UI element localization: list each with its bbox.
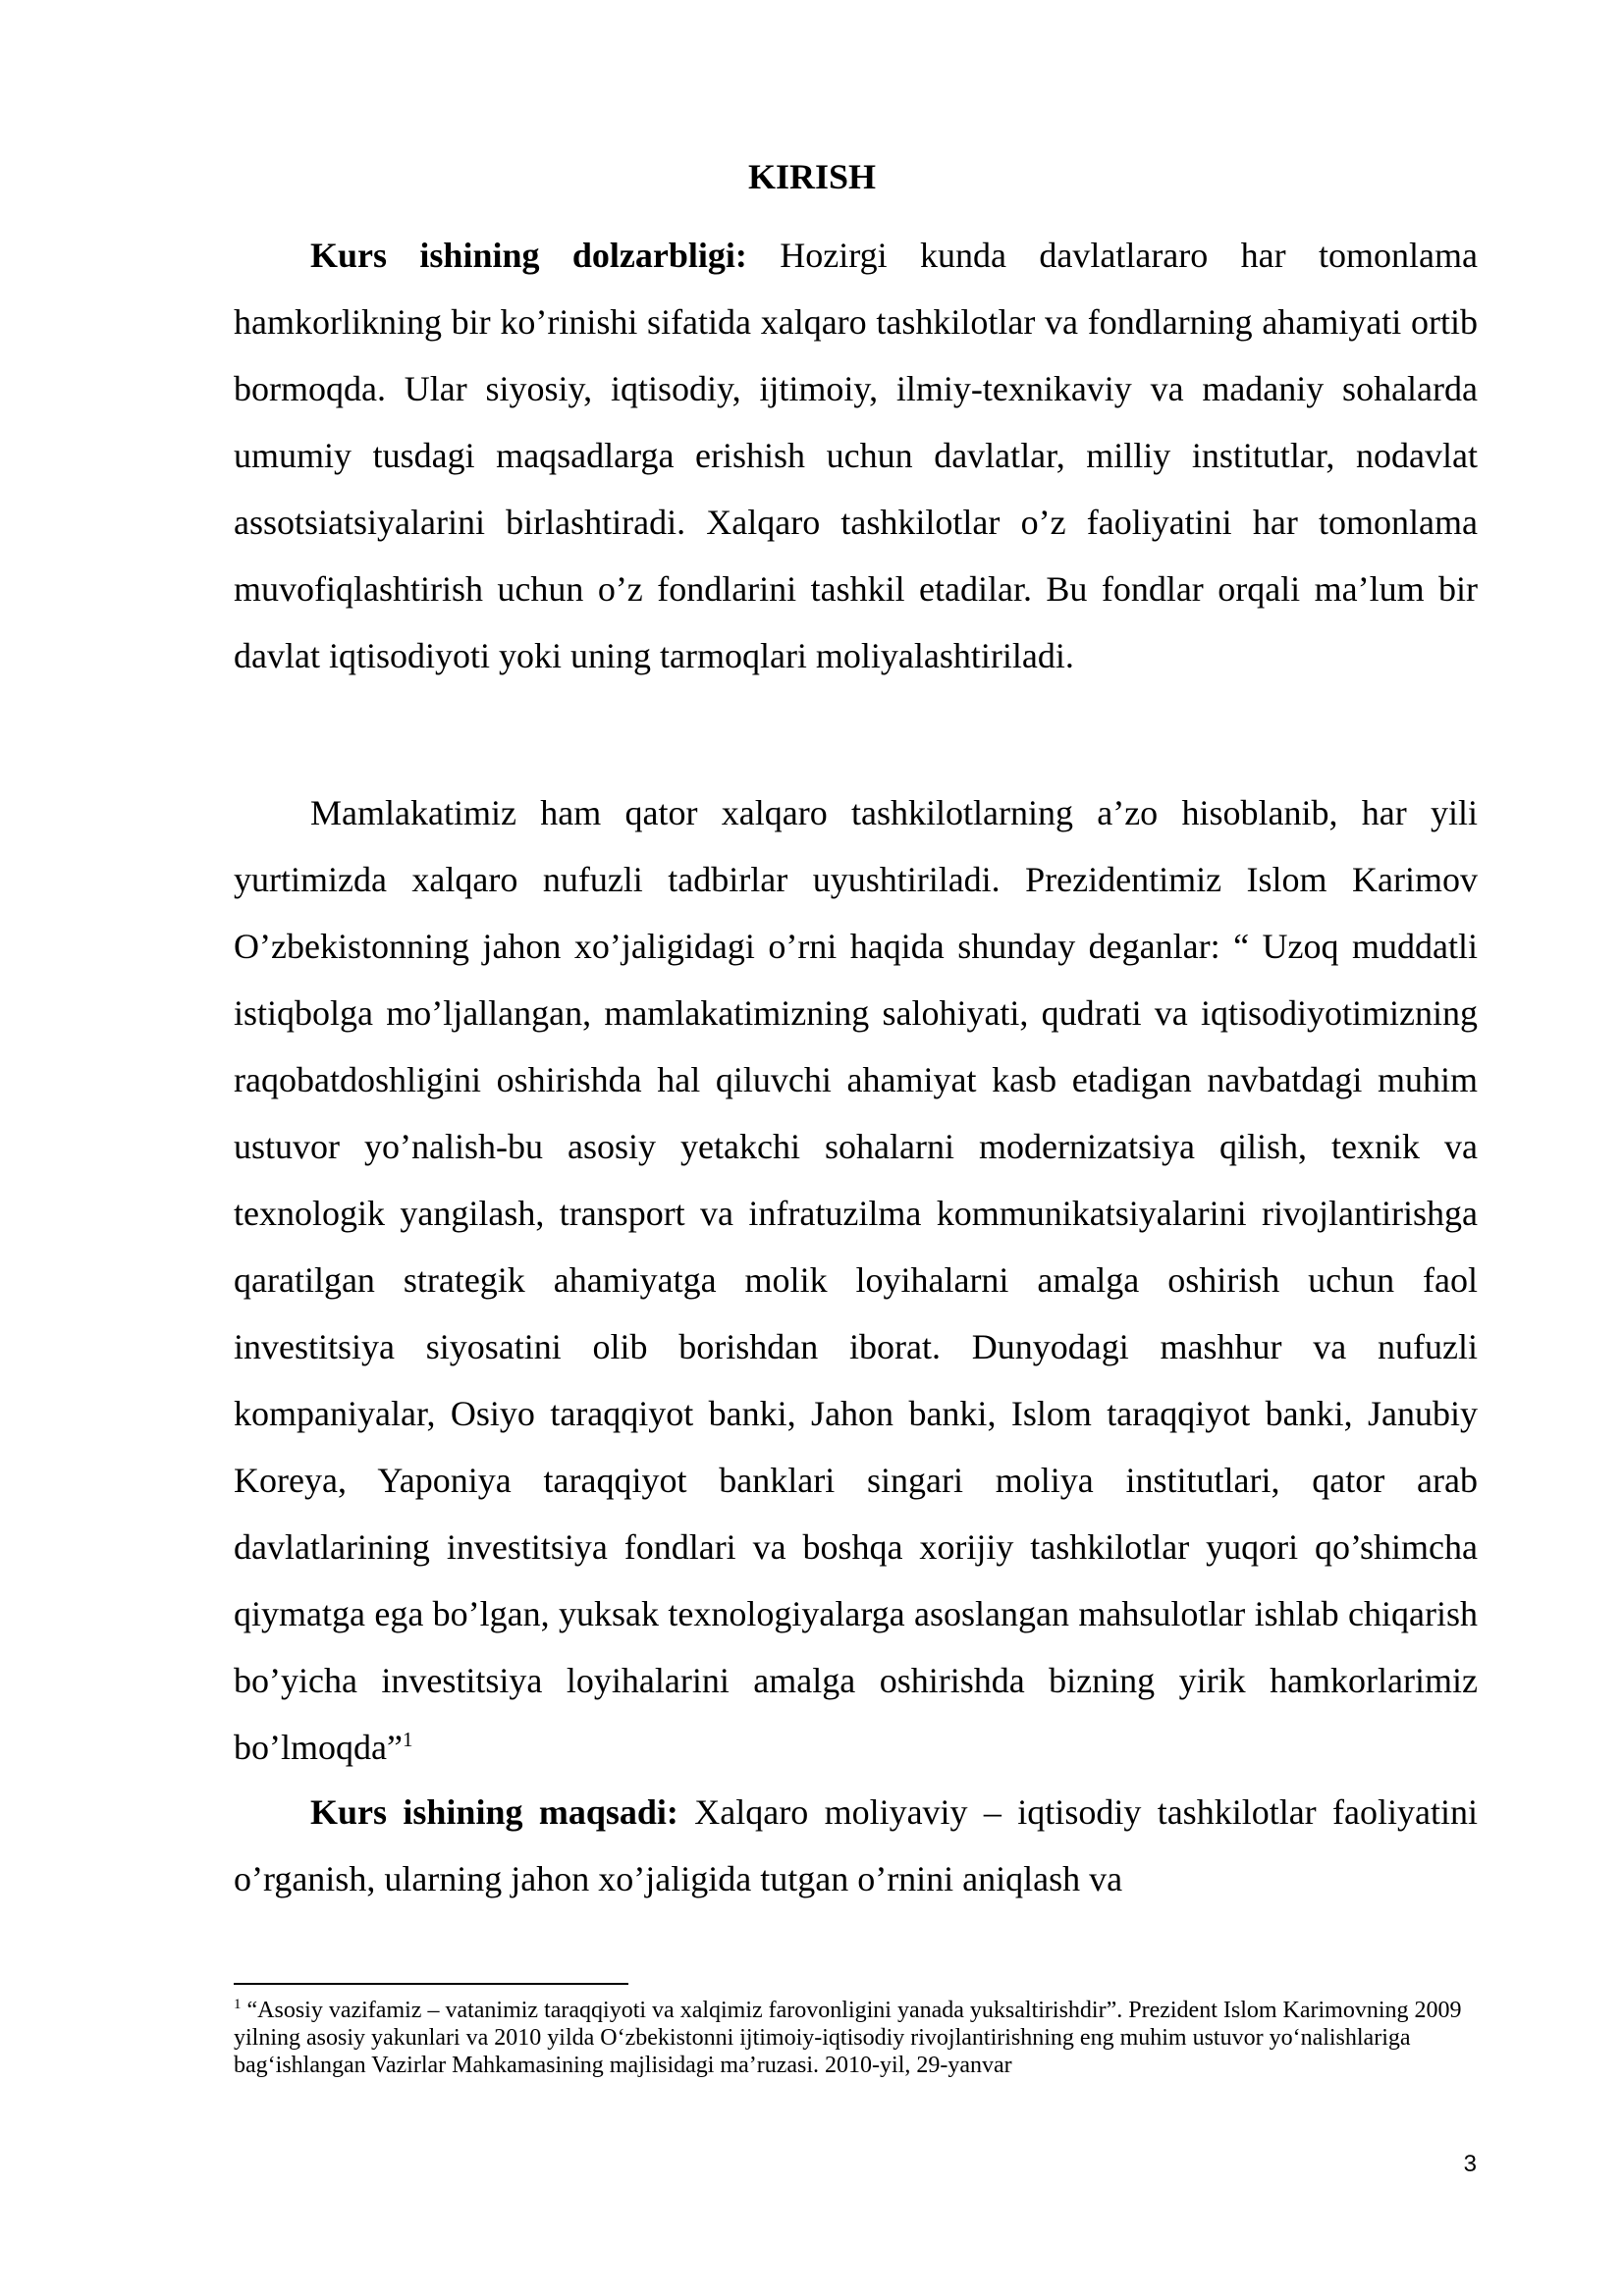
paragraph-goal — [234, 1779, 1478, 1912]
country-text: Mamlakatimiz ham qator xalqaro tashkilotlarning a’zo hisoblanib, har yili yurtimizda xalqaro nufuzli tadbirlar uyushtiriladi. Prezidentimiz Islom Karimov O’zbekistonning jahon xo’jaligidagi o’rni haqida shunday deganlar: “ Uzoq muddatli istiqbolga mo’ljallangan, mamlakatimizning salohiyati, qudrati va iqtisodiyotimizning raqobatdoshligini oshirishda hal qiluvchi ahamiyat kasb etadigan navbatdagi muhim ustuvor yo’nalish-bu asosiy yetakchi sohalarni modernizatsiya qilish, texnik va texnologik yangilash, transport va infratuzilma kommunikatsiyalarini rivojlantirishga qaratilgan strategik ahamiyatga molik loyihalarni amalga oshirish uchun faol investitsiya siyosatini olib borishdan iborat. Dunyodagi mashhur va nufuzli kompaniyalar, Osiyo taraqqiyot banki, Jahon banki, Islom taraqqiyot banki, Janubiy Koreya, Yaponiya taraqqiyot banklari singari moliya institutlari, qator arab davlatlarining investitsiya fondlari va boshqa xorijiy tashkilotlar yuqori qo’shimcha qiymatga ega bo’lgan, yuksak texnologiyalarga asoslangan mahsulotlar ishlab chiqarish bo’yicha investitsiya loyihalarini amalga oshirishda bizning yirik hamkorlarimiz bo’lmoqda” — [234, 793, 1478, 1767]
goal-text: Xalqaro moliyaviy – iqtisodiy tashkilotlar faoliyatini o’rganish, ularning jahon xo’jaligida tutgan o’rnini aniqlash va — [234, 1792, 1478, 1898]
footnote-separator — [234, 1983, 628, 1985]
footnote-text: “Asosiy vazifamiz – vatanimiz taraqqiyoti va xalqimiz farovonligini yanada yuksaltirishdir”. Prezident Islom Karimovning 2009 yilning asosiy yakunlari va 2010 yilda O‘zbekistonni ijtimoiy-iqtisodiy rivojlantirishning eng muhim ustuvor yo‘nalishlariga bag‘ishlangan Vazirlar Mahkamasining majlisidagi ma’ruzasi. 2010-yil, 29-yanvar — [234, 1998, 1462, 2078]
goal-label: Kurs ishining maqsadi: — [310, 1792, 678, 1832]
page-title: KIRISH — [747, 157, 877, 196]
footnote-reference: 1 — [402, 1728, 413, 1751]
footnote-number: 1 — [234, 1997, 242, 2012]
relevance-text: Hozirgi kunda davlatlararo har tomonlama hamkorlikning bir ko’rinishi sifatida xalqaro tashkilotlar va fondlarning ahamiyati ortib bormoqda. Ular siyosiy, iqtisodiy, ijtimoiy, ilmiy-texnikaviy va madaniy sohalarda umumiy tusdagi maqsadlarga erishish uchun davlatlar, milliy institutlar, nodavlat assotsiatsiyalarini birlashtiradi. Xalqaro tashkilotlar o’z faoliyatini har tomonlama muvofiqlashtirish uchun o’z fondlarini tashkil etadilar. Bu fondlar orqali ma’lum bir davlat iqtisodiyoti yoki uning tarmoqlari moliyalashtiriladi. — [234, 236, 1479, 675]
paragraph-relevance — [234, 222, 1478, 689]
page-number: 3 — [1463, 2151, 1477, 2177]
paragraph-country — [234, 779, 1478, 1781]
footnote — [234, 1997, 1478, 2079]
relevance-label: Kurs ishining dolzarbligi: — [310, 236, 747, 275]
